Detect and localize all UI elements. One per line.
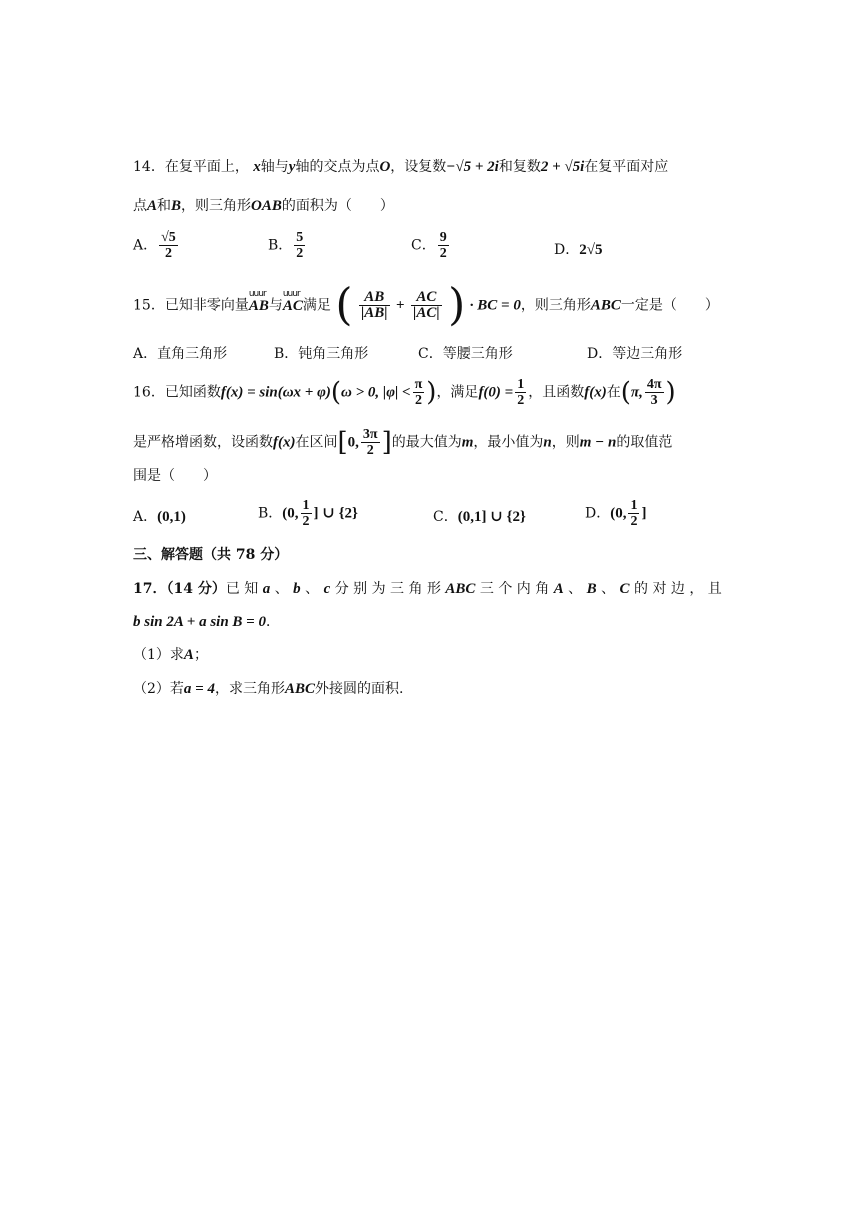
- q14-option-d: D．2√5: [554, 242, 603, 258]
- q14-option-c: C． $\frac{9}{2}$: [411, 230, 447, 261]
- q16-line-3: 围是（ ）: [133, 468, 217, 484]
- q15-line-1: 15．已知非零向量 uuur AB与 uuur AC满足 ( $\frac{AB}{|AB|}$ + $\frac{AC}{|AC|}$ ) · BC = 0，则三角形ABC一定是（ ）: [133, 279, 719, 331]
- q17-number: 17．（14 分）: [133, 581, 226, 597]
- vector-ab: uuur AB: [249, 296, 269, 316]
- fraction-ab-unit: $\frac{AB}{|AB|}$: [360, 289, 388, 321]
- q14-z1: −√5 + 2i: [446, 159, 499, 175]
- fraction: $\frac{√5}{2}$: [161, 230, 176, 261]
- right-paren-icon: ): [448, 279, 466, 331]
- q14-z2: 2 + √5i: [540, 159, 585, 175]
- left-paren-icon: (: [335, 279, 353, 331]
- q16-number: 16．: [133, 384, 165, 401]
- q15-option-c: C．等腰三角形: [418, 346, 513, 362]
- q17-part-1: （1）求A；: [133, 647, 208, 663]
- vector-ac: uuur AC: [283, 296, 303, 316]
- q14-option-b: B． $\frac{5}{2}$: [268, 230, 304, 261]
- fraction: $\frac{5}{2}$: [296, 230, 304, 261]
- q17-line-1: 17．（14 分）已 知 a 、 b 、 c 分 别 为 三 角 形 ABC 三 个 内 角 A 、 B 、 C 的 对 边 ， 且: [133, 581, 722, 597]
- q15-option-b: B．钝角三角形: [274, 346, 369, 362]
- plus-sign: +: [396, 297, 405, 314]
- fraction: $\frac{1}{2}$: [302, 498, 310, 529]
- fraction: $\frac{4\pi}{3}$: [646, 377, 662, 408]
- q15-option-a: A．直角三角形: [133, 346, 228, 362]
- section-heading: 三、解答题（共 78 分）: [133, 547, 289, 563]
- q15-option-d: D．等边三角形: [587, 346, 683, 362]
- q14-line-2: 点A和B，则三角形OAB的面积为（ ）: [133, 198, 394, 214]
- q16-option-c: C．(0,1] ∪ {2}: [433, 509, 526, 525]
- q15-number: 15．: [133, 297, 165, 314]
- q16-option-b: B．(0, $\frac{1}{2}$ ] ∪ {2}: [258, 498, 358, 529]
- q17-equation: b sin 2A + a sin B = 0: [133, 614, 266, 630]
- q16-option-d: D．(0, $\frac{1}{2}$ ]: [585, 498, 647, 529]
- fraction-ac-unit: $\frac{AC}{|AC|}$: [413, 289, 440, 321]
- fraction: $\frac{1}{2}$: [517, 377, 525, 408]
- vector-arrow-icon: uuur: [248, 288, 266, 299]
- q17-part-2: （2）若a = 4，求三角形ABC外接圆的面积.: [133, 681, 404, 697]
- q17-line-2: b sin 2A + a sin B = 0．: [133, 614, 280, 630]
- q15-dot-bc: · BC = 0: [469, 297, 521, 314]
- q14-option-a: A． $\frac{√5}{2}$: [133, 230, 176, 261]
- fraction: $\frac{\pi}{2}$: [414, 377, 423, 408]
- q14-line-1: 14．在复平面上， x轴与y轴的交点为点O，设复数−√5 + 2i和复数2 + √5i在复平面对应: [133, 159, 669, 175]
- fraction: $\frac{9}{2}$: [439, 230, 447, 261]
- fraction: $\frac{1}{2}$: [630, 498, 638, 529]
- q16-line-1: 16．已知函数f(x) = sin(ωx + φ)(ω > 0, |φ| < $\frac{\pi}{2}$ )，满足f(0) = $\frac{1}{2}$ ，且函数f(x)在(π, $\frac{4\pi}{3}$ ): [133, 377, 676, 408]
- q14-number: 14．: [133, 159, 165, 175]
- vector-arrow-icon: uuur: [282, 288, 300, 299]
- fraction: $\frac{3\pi}{2}$: [362, 427, 378, 458]
- q16-option-a: A．(0,1): [133, 509, 186, 525]
- q16-line-2: 是严格增函数，设函数f(x)在区间[0, $\frac{3\pi}{2}$ ]的最大值为m，最小值为n，则m − n的取值范: [133, 427, 673, 458]
